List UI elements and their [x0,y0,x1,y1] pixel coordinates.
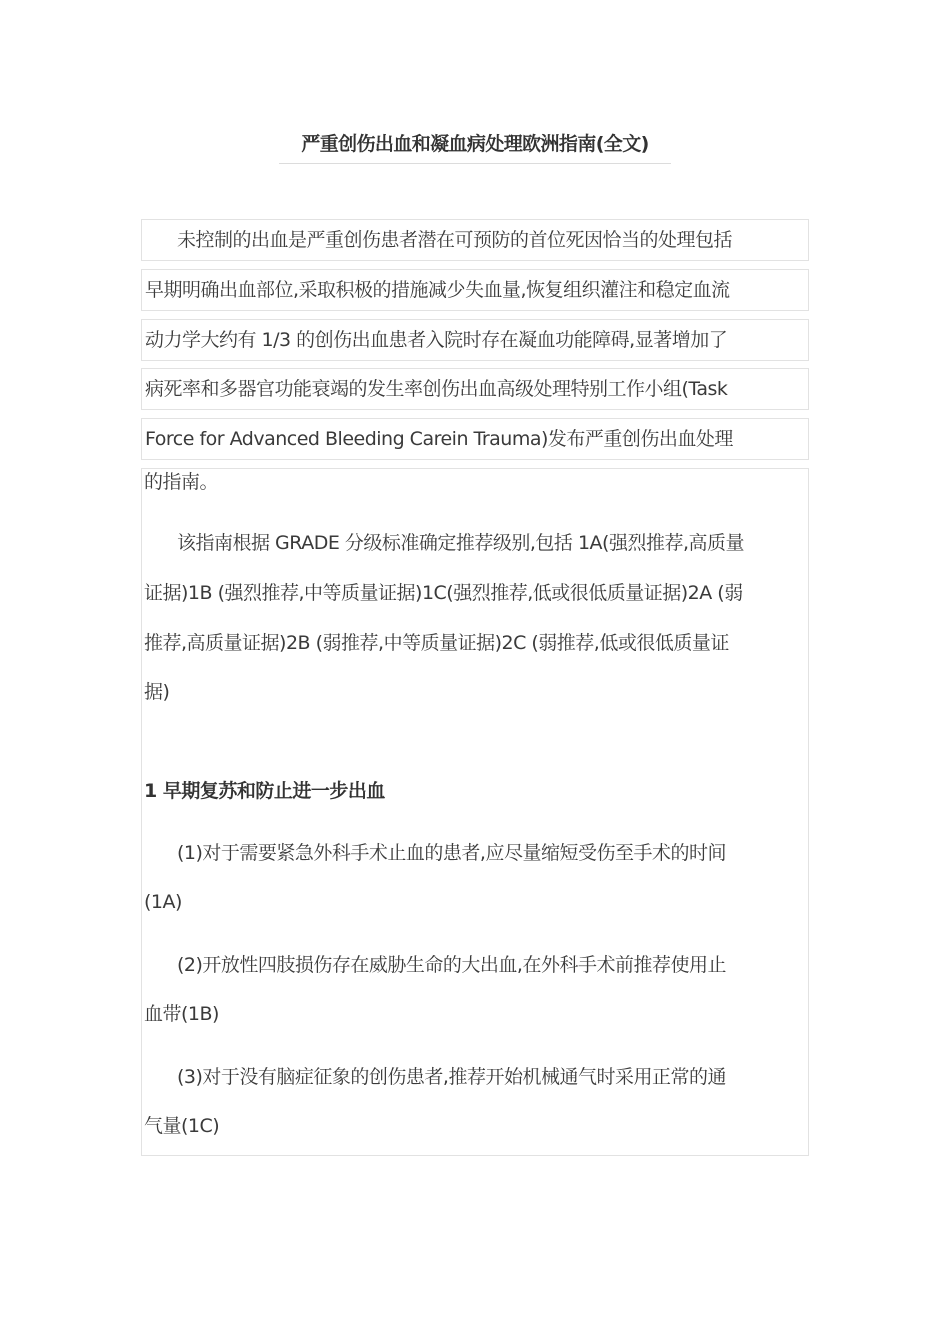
item-1-line-1: (1)对于需要紧急外科手术止血的患者,应尽量缩短受伤至手术的时间 [177,842,726,864]
section-heading: 1 早期复苏和防止进一步出血 [144,780,385,802]
content-box [141,468,809,1156]
intro-line-3: 动力学大约有 1/3 的创伤出血患者入院时存在凝血功能障碍,显著增加了 [141,319,809,361]
item-2-line-1: (2)开放性四肢损伤存在威胁生命的大出血,在外科手术前推荐使用止 [177,954,726,976]
grade-line-3: 推荐,高质量证据)2B (弱推荐,中等质量证据)2C (弱推荐,低或很低质量证 [144,632,729,654]
document-title: 严重创伤出血和凝血病处理欧洲指南(全文) [279,126,671,164]
intro-line-5: Force for Advanced Bleeding Carein Trauma)发布严重创伤出血处理 [141,418,809,460]
grade-line-4: 据) [144,681,170,703]
grade-line-2: 证据)1B (强烈推荐,中等质量证据)1C(强烈推荐,低或很低质量证据)2A (弱 [144,582,743,604]
item-3-line-2: 气量(1C) [144,1115,220,1137]
item-1-line-2: (1A) [144,891,182,913]
intro-line-4: 病死率和多器官功能衰竭的发生率创伤出血高级处理特别工作小组(Task [141,368,809,410]
grade-line-1: 该指南根据 GRADE 分级标准确定推荐级别,包括 1A(强烈推荐,高质量 [177,532,744,554]
intro-last-line: 的指南。 [144,471,219,493]
item-2-line-2: 血带(1B) [144,1003,219,1025]
intro-line-1: 未控制的出血是严重创伤患者潜在可预防的首位死因恰当的处理包括 [141,219,809,261]
item-3-line-1: (3)对于没有脑症征象的创伤患者,推荐开始机械通气时采用正常的通 [177,1066,726,1088]
intro-line-2: 早期明确出血部位,采取积极的措施减少失血量,恢复组织灌注和稳定血流 [141,269,809,311]
